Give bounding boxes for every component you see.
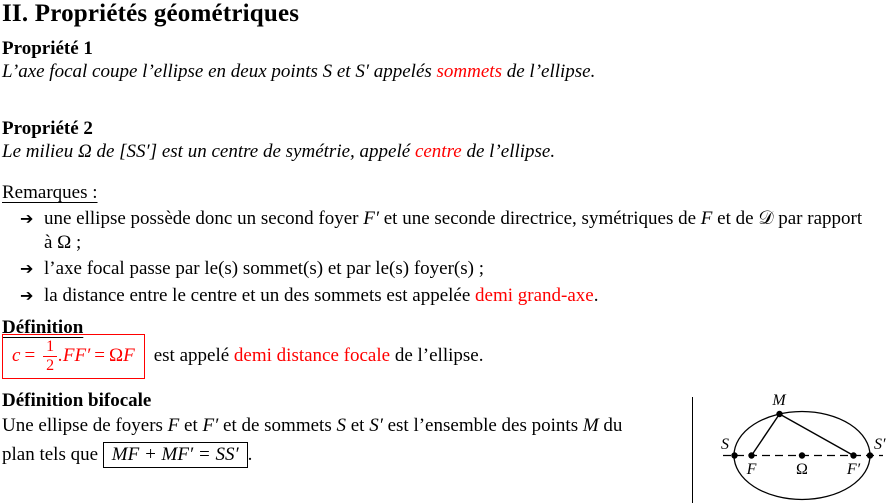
formula-equals: =	[24, 345, 36, 367]
property1-highlight-sommets: sommets	[436, 61, 502, 82]
remark1-seg: et de	[712, 208, 759, 229]
definition-heading: Définition	[2, 317, 84, 338]
remark1-seg: une ellipse possède donc un second foyer	[44, 208, 364, 229]
formula-var-c: c	[12, 345, 21, 367]
property1-text-after: de l’ellipse.	[501, 61, 596, 82]
segment-MF	[752, 414, 780, 456]
arrow-bullet-icon: ➔	[20, 259, 34, 278]
bifocal-line2-prefix: plan tels que	[2, 444, 103, 465]
bifocal-seg: Une ellipse de foyers	[2, 415, 168, 436]
property1-text-before: L’axe focal coupe l’ellipse en deux points S et S′ appelés	[2, 61, 437, 82]
remark1-var-scriptD: 𝒟	[758, 208, 774, 229]
label-F: F	[746, 461, 757, 478]
property2-text-before: Le milieu Ω de [SS′] est un centre de symétrie, appelé	[2, 141, 415, 162]
formula-fraction	[43, 338, 57, 375]
bifocal-seg: du	[598, 415, 623, 436]
page-title: II. Propriétés géométriques	[2, 0, 300, 27]
bifocal-seg: est l’ensemble des points	[382, 415, 583, 436]
property2-text-after: de l’ellipse.	[461, 141, 556, 162]
bifocal-seg: et de sommets	[218, 415, 337, 436]
formula-equals: =	[94, 345, 105, 367]
vertical-separator	[692, 397, 693, 503]
bifocal-line2-suffix: .	[247, 444, 253, 465]
remark3-highlight-demi-grand-axe: demi grand-axe	[475, 285, 594, 306]
point-Fprime	[850, 452, 856, 458]
property2-heading: Propriété 2	[2, 118, 93, 139]
remark-item-1	[2, 207, 888, 255]
remark1-var-F: F	[700, 208, 713, 229]
remark1-line2: à Ω ;	[44, 232, 82, 253]
property1-heading: Propriété 1	[2, 38, 93, 59]
remark2-text: l’axe focal passe par le(s) sommet(s) et par le(s) foyer(s) ;	[44, 258, 484, 279]
formula-FFprime: .FF′	[58, 345, 91, 367]
definition-text-after: de l’ellipse.	[390, 345, 484, 367]
label-omega: Ω	[796, 461, 808, 478]
label-S: S	[721, 436, 729, 453]
point-F	[748, 452, 754, 458]
definition-formula-box	[2, 334, 145, 379]
bifocal-var-F: F	[167, 415, 180, 436]
bifocal-formula-box: MF + MF′ = SS′	[103, 442, 248, 468]
definition-statement	[154, 345, 484, 367]
property1-statement	[2, 61, 595, 83]
point-S	[731, 452, 737, 458]
definition-row	[2, 334, 483, 379]
bifocal-var-Sprime: S′	[369, 415, 383, 436]
remark3-text	[44, 285, 598, 306]
bifocal-definition-paragraph	[2, 411, 692, 469]
bifocal-var-S: S	[336, 415, 346, 436]
bifocal-line1	[2, 411, 692, 440]
bifocal-var-M: M	[582, 415, 599, 436]
remark1-seg: et une seconde directrice, symétriques de	[378, 208, 701, 229]
ellipse-diagram	[695, 389, 892, 503]
bifocal-seg: et	[179, 415, 203, 436]
remark1-var-Fprime: F′	[363, 208, 379, 229]
remarks-heading: Remarques :	[2, 182, 98, 203]
label-F-prime: F′	[846, 461, 861, 478]
formula-omega: Ω	[109, 345, 124, 367]
point-M	[776, 411, 782, 417]
bifocal-line2	[2, 440, 692, 469]
label-M: M	[772, 392, 786, 409]
arrow-bullet-icon: ➔	[20, 209, 34, 228]
definition-text-before: est appelé	[153, 345, 234, 367]
bifocal-seg: et	[345, 415, 370, 436]
definition-highlight-demi-distance-focale: demi distance focale	[233, 345, 391, 367]
remark1-seg: par rapport	[773, 208, 863, 229]
fraction-denominator: 2	[43, 356, 57, 375]
remark3-text-after: .	[593, 285, 599, 306]
property2-highlight-centre: centre	[414, 141, 462, 162]
point-Sprime	[867, 452, 873, 458]
remark-item-2	[2, 257, 888, 281]
label-S-prime: S′	[874, 436, 886, 453]
bifocal-definition-heading: Définition bifocale	[2, 390, 152, 411]
property2-statement	[2, 141, 555, 163]
remark-item-3	[2, 284, 888, 308]
formula-var-F: F	[123, 345, 135, 367]
fraction-numerator: 1	[46, 338, 55, 355]
remark3-text-before: la distance entre le centre et un des sommets est appelée	[44, 285, 476, 306]
remark1-line1	[44, 208, 862, 229]
bifocal-var-Fprime: F′	[202, 415, 219, 436]
point-omega	[799, 452, 805, 458]
arrow-bullet-icon: ➔	[20, 286, 34, 305]
